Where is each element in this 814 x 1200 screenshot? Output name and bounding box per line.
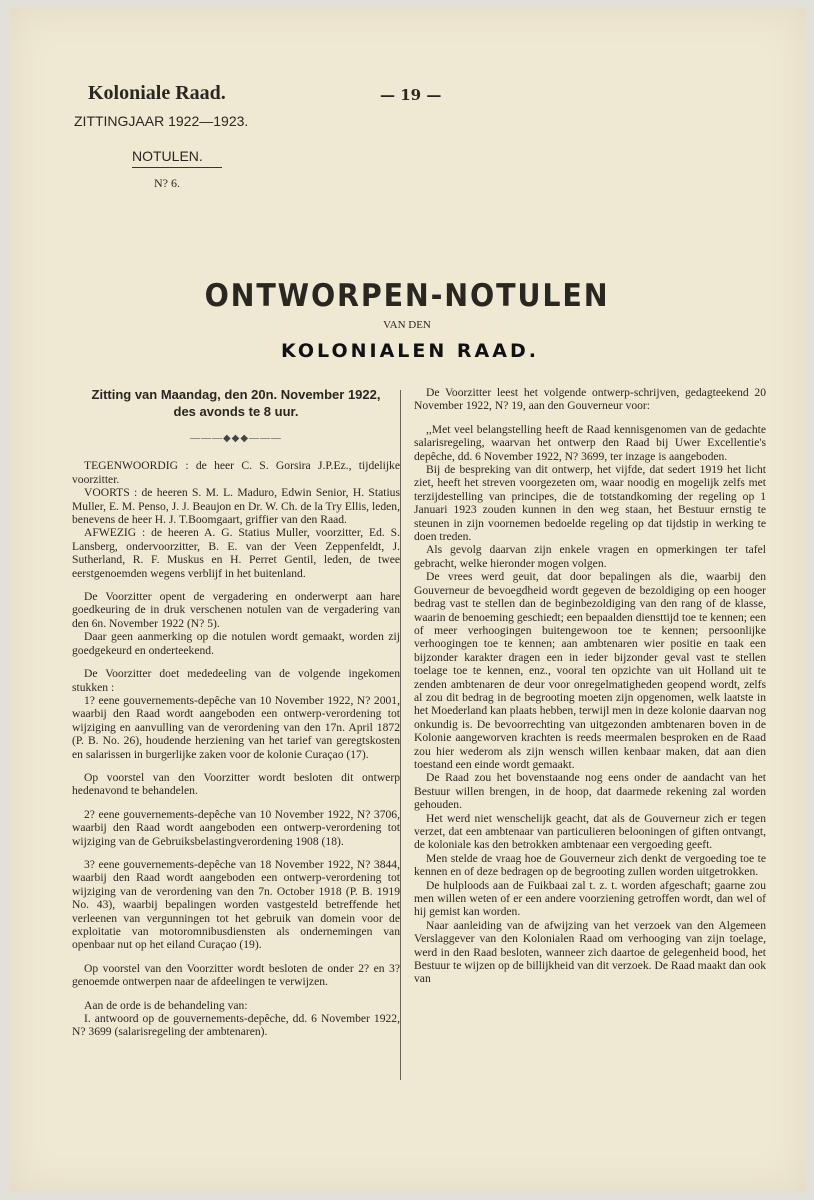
- ornament-divider: ———◆◆◆———: [189, 433, 283, 444]
- document-number: N? 6.: [154, 176, 180, 190]
- session-heading: [72, 386, 400, 420]
- paragraph: Bij de bespreking van dit ontwerp, het vijfde, dat sedert 1919 het licht ziet, heeft het streven voorgezeten om, waar noodig en mogelijk zelfs met terzijdestelling van principes, die de totstandkoming der regeling op 1 Januari 1923 zouden kunnen in den weg staan, het Bestuur ernstig te steunen in zijn voornemen bedoelde regeling op dat tijdstip in werking te doen treden.: [414, 463, 766, 544]
- paragraph: Als gevolg daarvan zijn enkele vragen en opmerkingen ter tafel gebracht, welke hieronder mogen volgen.: [414, 543, 766, 570]
- paragraph: De Voorzitter opent de vergadering en onderwerpt aan hare goedkeuring de in druk verschenen notulen van de vergadering van den 6n. November 1922 (N? 5).: [72, 590, 400, 630]
- paragraph: De hulploods aan de Fuikbaai zal t. z. t. worden afgeschaft; gaarne zou men willen weten of er een andere voorziening getroffen wordt, dan wel of hij gemist kan worden.: [414, 878, 766, 919]
- paragraph: 1? eene gouvernements-depêche van 10 November 1922, N? 2001, waarbij den Raad wordt aangeboden een ontwerp-verordening tot wijziging en aanvulling van de verordening van den 17n. April 1872 (P. B. No. 26), houdende herziening van het tarief van geregtskosten en salarissen in burgerlijke zaken voor de kolonie Curaçao (17).: [72, 693, 400, 761]
- paragraph: I. antwoord op de gouvernements-depêche, dd. 6 November 1922, N? 3699 (salarisregeling der ambtenaren).: [72, 1012, 400, 1039]
- column-divider: [400, 390, 401, 1080]
- paragraph: Aan de orde is de behandeling van:: [84, 998, 248, 1012]
- title-subline: VAN DEN: [383, 319, 431, 331]
- main-title: ONTWORPEN-NOTULEN: [204, 278, 610, 314]
- paragraph: VOORTS : de heeren S. M. L. Maduro, Edwin Senior, H. Statius Muller, E. M. Penso, J. J. Beaujon en Dr. W. Ch. de la Try Ellis, leden, benevens de heer H. J. T.Boomgaart, griffier van den Raad.: [72, 486, 400, 527]
- paragraph: 3? eene gouvernements-depêche van 18 November 1922, N? 3844, waarbij den Raad wordt aangeboden een ontwerp-verordening tot wijziging van de verordening van den 7n. October 1918 (P. B. 1919 No. 43), waarbij bepalingen worden vastgesteld betreffende het verleenen van vergunningen tot het gebruik van domein voor de exploitatie van motoromnibusdiensten als ondernemingen van openbaar nut op het eiland Curaçao (19).: [72, 857, 400, 952]
- paragraph: Men stelde de vraag hoe de Gouverneur zich denkt de vergoeding toe te kennen en of deze bedragen op de begrooting zullen worden uitgetrokken.: [414, 851, 766, 879]
- paragraph: 2? eene gouvernements-depêche van 10 November 1922, N? 3706, waarbij den Raad wordt aangeboden een ontwerp-verordening tot wijziging van de Gebruiksbelastingverordening 1908 (18).: [72, 807, 400, 848]
- paragraph: ,,Met veel belangstelling heeft de Raad kennisgenomen van de gedachte salarisregeling, waarvan het ontwerp den Raad bij Uwer Excellentie's depêche, dd. 6 November 1922, N? 3699, ter inzage is aangeboden.: [414, 422, 766, 463]
- session-line-2: des avonds te 8 uur.: [173, 404, 299, 419]
- paragraph: De Raad zou het bovenstaande nog eens onder de aandacht van het Bestuur willen brengen, in de hoop, dat daarmede rekening zal worden gehouden.: [414, 771, 766, 812]
- paragraph: Het werd niet wenschelijk geacht, dat als de Gouverneur zich er tegen verzet, dat een ambtenaar van particulieren belooningen of giften ontvangt, de koloniale kas den betrokken ambtenaar een vergoeding geeft.: [414, 811, 766, 852]
- session-line-1: Zitting van Maandag, den 20n. November 1922,: [91, 387, 381, 402]
- paragraph: TEGENWOORDIG : de heer C. S. Gorsira J.P.Ez., tijdelijke voorzitter.: [72, 459, 400, 486]
- paragraph: De Voorzitter leest het volgende ontwerp-schrijven, gedagteekend 20 November 1922, N? 19, aan den Gouverneur voor:: [414, 386, 766, 413]
- paragraph: De vrees werd geuit, dat door bepalingen als die, waarbij den Gouverneur de bevoegdheid wordt gegeven de bezoldiging op een hooger bedrag vast te stellen dan de beginbezoldiging van den rang of de klasse, waarin de benoeming geschiedt; een bepaalden diensttijd toe te kennen; een of meer verhoogingen buitengewoon toe te kennen; persoonlijke verhoogingen toe te kennen; aan ambtenaren wier positie en taak een bijzonder karakter dragen een in ieder bijzonder geval vast te stellen toelage toe te kennen, enz., vooral ten opzichte van uit Holland uit te zenden ambtenaren de deur voor onregelmatigheden geopend wordt, zelfs al zou dit bedrag in de begrooting moeten zijn opgenomen, welk laatste in het Moederland kan plaats hebben, terwijl men in deze kolonie daarvan nog onkundig is. De bevoorrechting van uitgezonden ambtenaren boven in de Kolonie aangeworven krachten is reeds meermalen besproken en de Raad zou hier wederom als zijn wensch willen kenbaar maken, dat aan dien toestand een einde wordt gemaakt.: [414, 570, 766, 771]
- council-banner: KOLONIALEN RAAD.: [281, 340, 539, 362]
- section-label: NOTULEN.: [132, 148, 203, 164]
- paragraph: Op voorstel van den Voorzitter wordt besloten de onder 2? en 3? genoemde ontwerpen naar de afdeelingen te verwijzen.: [72, 961, 400, 989]
- section-underline: [132, 167, 222, 168]
- paragraph: Daar geen aanmerking op die notulen wordt gemaakt, worden zij goedgekeurd en onderteekend.: [72, 630, 400, 657]
- organization-name: Koloniale Raad.: [88, 82, 226, 104]
- left-column: [72, 386, 400, 1039]
- paragraph: Naar aanleiding van de afwijzing van het verzoek van den Algemeen Verslaggever van den Kolonialen Raad om verhooging van zijn toelage, werd in den Raad besloten, wanneer zich daartoe de gelegenheid bood, het Bestuur te wijzen op de billijkheid van dit verzoek. De Raad maakt dan ook van: [414, 918, 766, 986]
- session-year: ZITTINGJAAR 1922—1923.: [74, 113, 249, 129]
- paragraph: Op voorstel van den Voorzitter wordt besloten dit ontwerp hedenavond te behandelen.: [72, 770, 400, 798]
- page-number: — 19 —: [380, 86, 442, 104]
- paragraph: AFWEZIG : de heeren A. G. Statius Muller, voorzitter, Ed. S. Lansberg, ondervoorzitter, B. E. van der Veen Zeppenfeldt, J. Sutherland, R. F. Muskus en H. Perret Gentil, leden, de twee eerstgenoemden wegens verblijf in het buitenland.: [72, 526, 400, 580]
- right-column: [414, 386, 766, 986]
- paragraph: De Voorzitter doet mededeeling van de volgende ingekomen stukken :: [72, 667, 400, 694]
